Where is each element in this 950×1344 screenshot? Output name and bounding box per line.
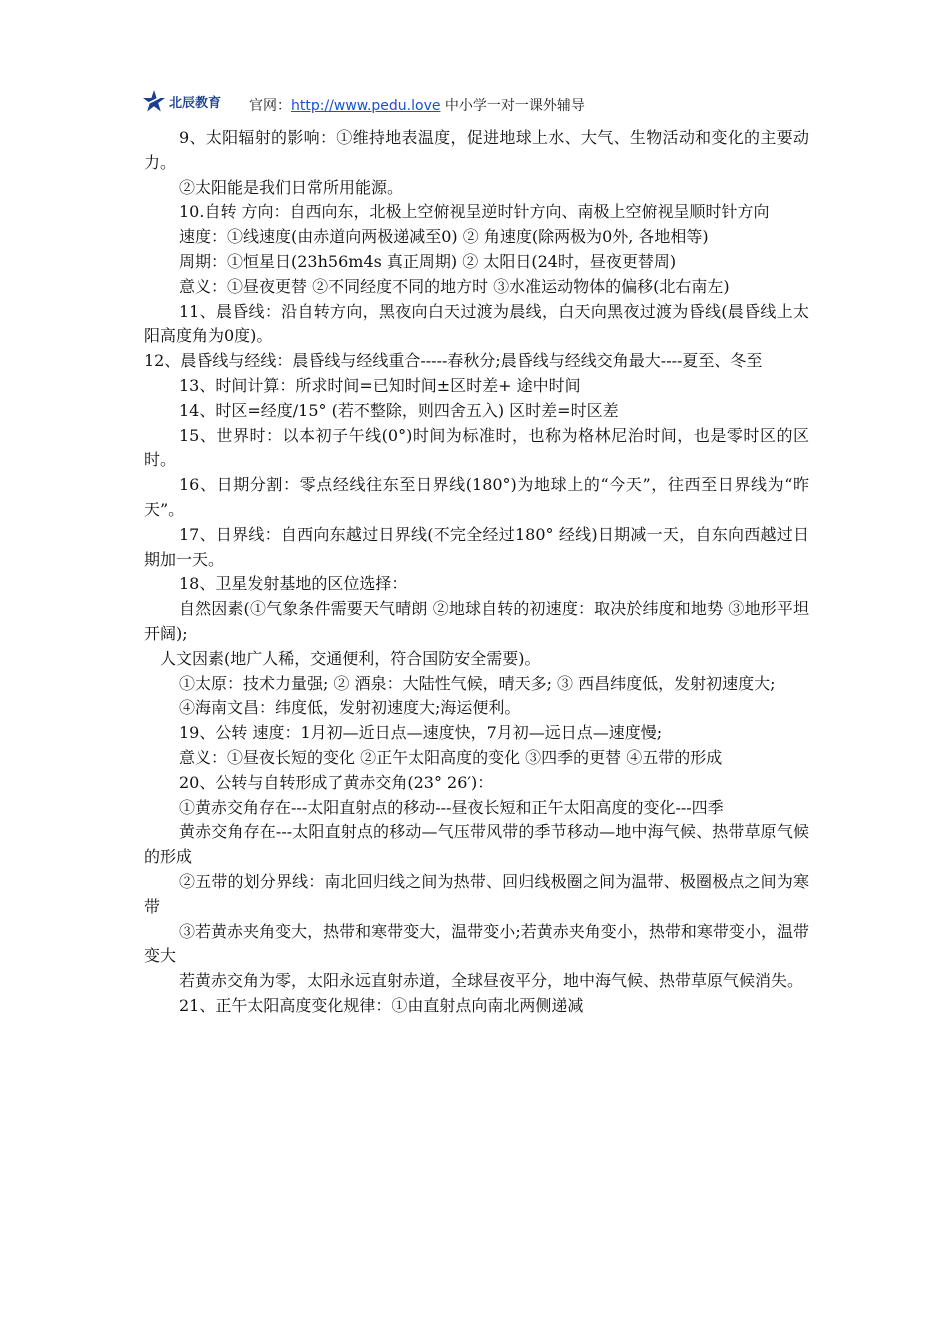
- paragraph: ②五带的划分界线：南北回归线之间为热带、回归线极圈之间为温带、极圈极点之间为寒带: [144, 871, 809, 916]
- paragraph: 10.自转 方向：自西向东，北极上空俯视呈逆时针方向、南极上空俯视呈顺时针方向: [179, 202, 770, 222]
- paragraph: ③若黄赤夹角变大，热带和寒带变大，温带变小;若黄赤夹角变小，热带和寒带变小，温带变大: [144, 921, 809, 966]
- brand-logo: [142, 88, 221, 114]
- paragraph: 13、时间计算：所求时间=已知时间±区时差+ 途中时间: [179, 375, 581, 395]
- paragraph: 14、时区=经度/15° (若不整除，则四舍五入) 区时差=时区差: [179, 400, 619, 420]
- paragraph: 21、正午太阳高度变化规律：①由直射点向南北两侧递减: [179, 995, 584, 1015]
- paragraph: 11、晨昏线：沿自转方向，黑夜向白天过渡为晨线，白天向黑夜过渡为昏线(晨昏线上太阳高度角为0度)。: [144, 301, 809, 346]
- star-logo-icon: [142, 89, 166, 113]
- paragraph: 速度：①线速度(由赤道向两极递减至0) ② 角速度(除两极为0外, 各地相等): [179, 227, 709, 247]
- site-suffix: 中小学一对一课外辅导: [440, 98, 585, 114]
- paragraph: 20、公转与自转形成了黄赤交角(23° 26′)：: [179, 772, 494, 792]
- paragraph: ①黄赤交角存在---太阳直射点的移动---昼夜长短和正午太阳高度的变化---四季: [179, 797, 724, 817]
- paragraph: 19、公转 速度：1月初—近日点—速度快，7月初—远日点—速度慢;: [179, 723, 663, 743]
- paragraph: 12、晨昏线与经线：晨昏线与经线重合-----春秋分;晨昏线与经线交角最大----夏至、冬至: [144, 351, 763, 371]
- paragraph: 17、日界线：自西向东越过日界线(不完全经过180° 经线)日期减一天，自东向西越过日期加一天。: [144, 524, 809, 569]
- paragraph: 16、日期分割：零点经线往东至日界线(180°)为地球上的“今天”，往西至日界线为“昨天”。: [144, 475, 809, 519]
- paragraph: 意义：①昼夜长短的变化 ②正午太阳高度的变化 ③四季的更替 ④五带的形成: [179, 747, 723, 767]
- paragraph: 人文因素(地广人稀，交通便利，符合国防安全需要)。: [160, 648, 541, 668]
- logo-text: 北辰教育: [169, 95, 222, 111]
- paragraph: ①太原：技术力量强; ② 酒泉：大陆性气候，晴天多; ③ 西昌纬度低，发射初速度大;: [179, 673, 776, 693]
- paragraph: ④海南文昌：纬度低，发射初速度大;海运便利。: [179, 698, 521, 718]
- paragraph: 18、卫星发射基地的区位选择：: [179, 574, 408, 594]
- page-header: [142, 86, 822, 116]
- site-prefix: 官网：: [249, 98, 291, 114]
- paragraph: 若黄赤交角为零，太阳永远直射赤道，全球昼夜平分，地中海气候、热带草原气候消失。: [179, 971, 804, 991]
- paragraph: 15、世界时：以本初子午线(0°)时间为标准时，也称为格林尼治时间，也是零时区的区时。: [144, 425, 809, 470]
- site-link[interactable]: http://www.pedu.love: [291, 98, 441, 114]
- paragraph: 黄赤交角存在---太阳直射点的移动—气压带风带的季节移动—地中海气候、热带草原气候的形成: [144, 822, 809, 867]
- paragraph: 意义：①昼夜更替 ②不同经度不同的地方时 ③水准运动物体的偏移(北右南左): [179, 276, 730, 296]
- document-body: [144, 126, 809, 1019]
- paragraph: 9、太阳辐射的影响：①维持地表温度，促进地球上水、大气、生物活动和变化的主要动力。: [144, 128, 809, 172]
- paragraph: 周期：①恒星日(23h56m4s 真正周期) ② 太阳日(24时，昼夜更替周): [179, 251, 677, 271]
- site-info: [249, 95, 585, 115]
- paragraph: ②太阳能是我们日常所用能源。: [179, 177, 404, 197]
- paragraph: 自然因素(①气象条件需要天气晴朗 ②地球自转的初速度：取决於纬度和地势 ③地形平坦开阔);: [144, 599, 809, 643]
